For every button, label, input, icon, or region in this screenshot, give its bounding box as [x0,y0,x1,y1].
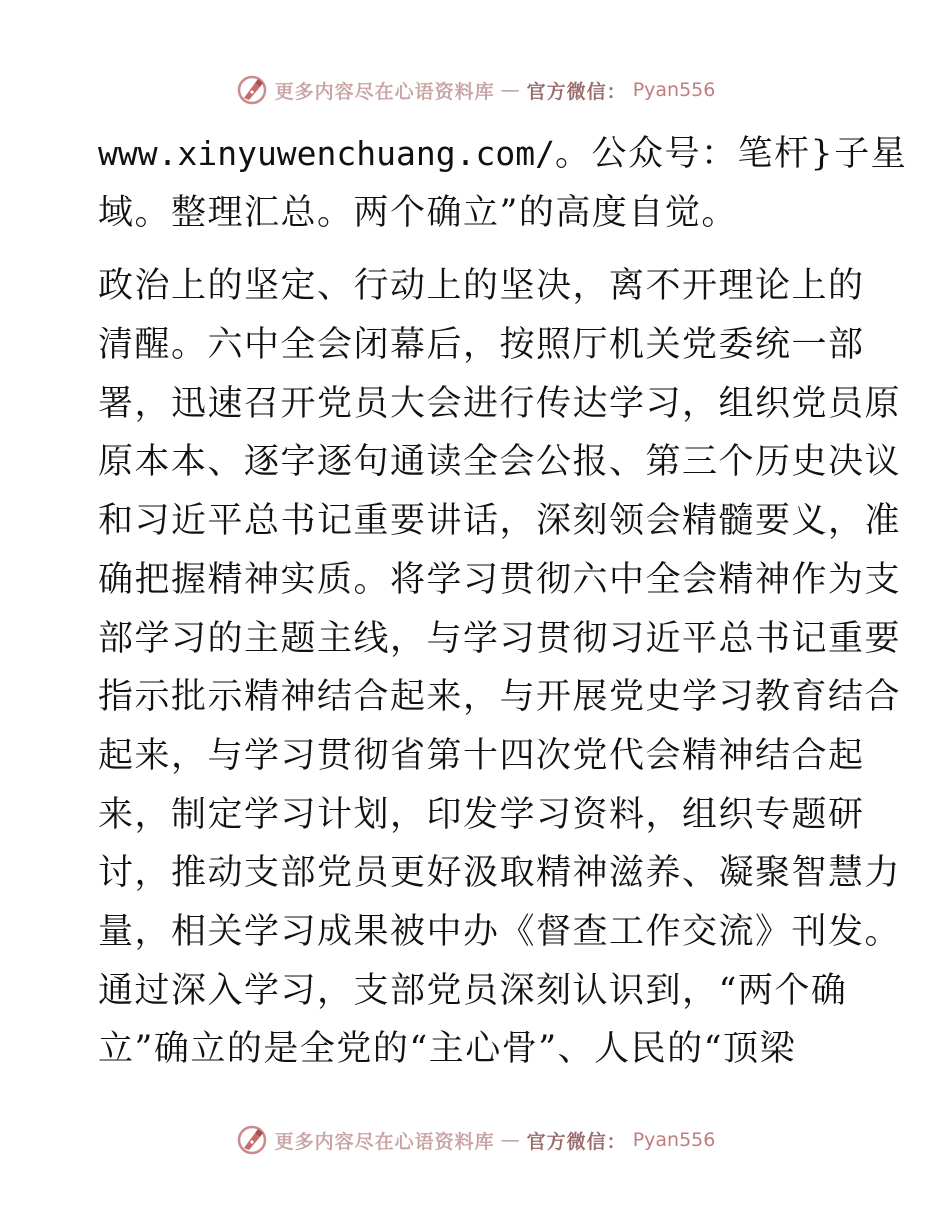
document-body [98,125,908,1079]
paragraph-1-line-1 [98,125,908,184]
header-watermark [0,70,950,110]
paragraph-2-line: 指示批示精神结合起来，与开展党史学习教育结合 [98,677,902,718]
paragraph-2-line: 署，迅速召开党员大会进行传达学习，组织党员原 [98,383,902,424]
footer-watermark [0,1120,950,1160]
watermark-wechat-id: Pyan556 [632,1129,716,1151]
paragraph-2-line: 来，制定学习计划，印发学习资料，组织专题研 [98,794,865,835]
watermark-wechat-id: Pyan556 [632,79,716,101]
pen-nib-circle-icon [235,73,269,107]
paragraph-2-line: 原本本、逐字逐句通读全会公报、第三个历史决议 [98,442,902,483]
watermark-main-text: 更多内容尽在心语资料库 [274,80,495,103]
website-url: www.xinyuwenchuang.com/ [98,134,555,173]
paragraph-2-line: 清醒。六中全会闭幕后，按照厅机关党委统一部 [98,325,865,366]
watermark-official-label: 官方微信： [526,1130,627,1153]
paragraph-2-line: 通过深入学习，支部党员深刻认识到，“两个确 [98,970,848,1011]
paragraph-2-line: 起来，与学习贯彻省第十四次党代会精神结合起 [98,735,865,776]
watermark-main-text: 更多内容尽在心语资料库 [274,1130,495,1153]
paragraph-2-line: 量，相关学习成果被中办《督查工作交流》刊发。 [98,911,902,952]
paragraph-2-line: 和习近平总书记重要讲话，深刻领会精髓要义，准 [98,501,902,542]
watermark-dash: — [500,1129,521,1151]
pen-nib-circle-icon [235,1123,269,1157]
watermark-official-label: 官方微信： [526,80,627,103]
paragraph-1-line-1-rest: 。公众号：笔杆}子星 [554,134,908,174]
paragraph-2-line: 确把握精神实质。将学习贯彻六中全会精神作为支 [98,559,902,600]
watermark-dash: — [500,79,521,101]
paragraph-2-line: 立”确立的是全党的“主心骨”、人民的“顶梁 [98,1029,797,1070]
paragraph-2-line: 政治上的坚定、行动上的坚决，离不开理论上的 [98,266,865,307]
paragraph-2-line: 部学习的主题主线，与学习贯彻习近平总书记重要 [98,618,902,659]
paragraph-1-line-2: 域。整理汇总。两个确立”的高度自觉。 [98,192,738,233]
paragraph-gap [98,242,858,257]
paragraph-2-line: 讨，推动支部党员更好汲取精神滋养、凝聚智慧力 [98,853,902,894]
